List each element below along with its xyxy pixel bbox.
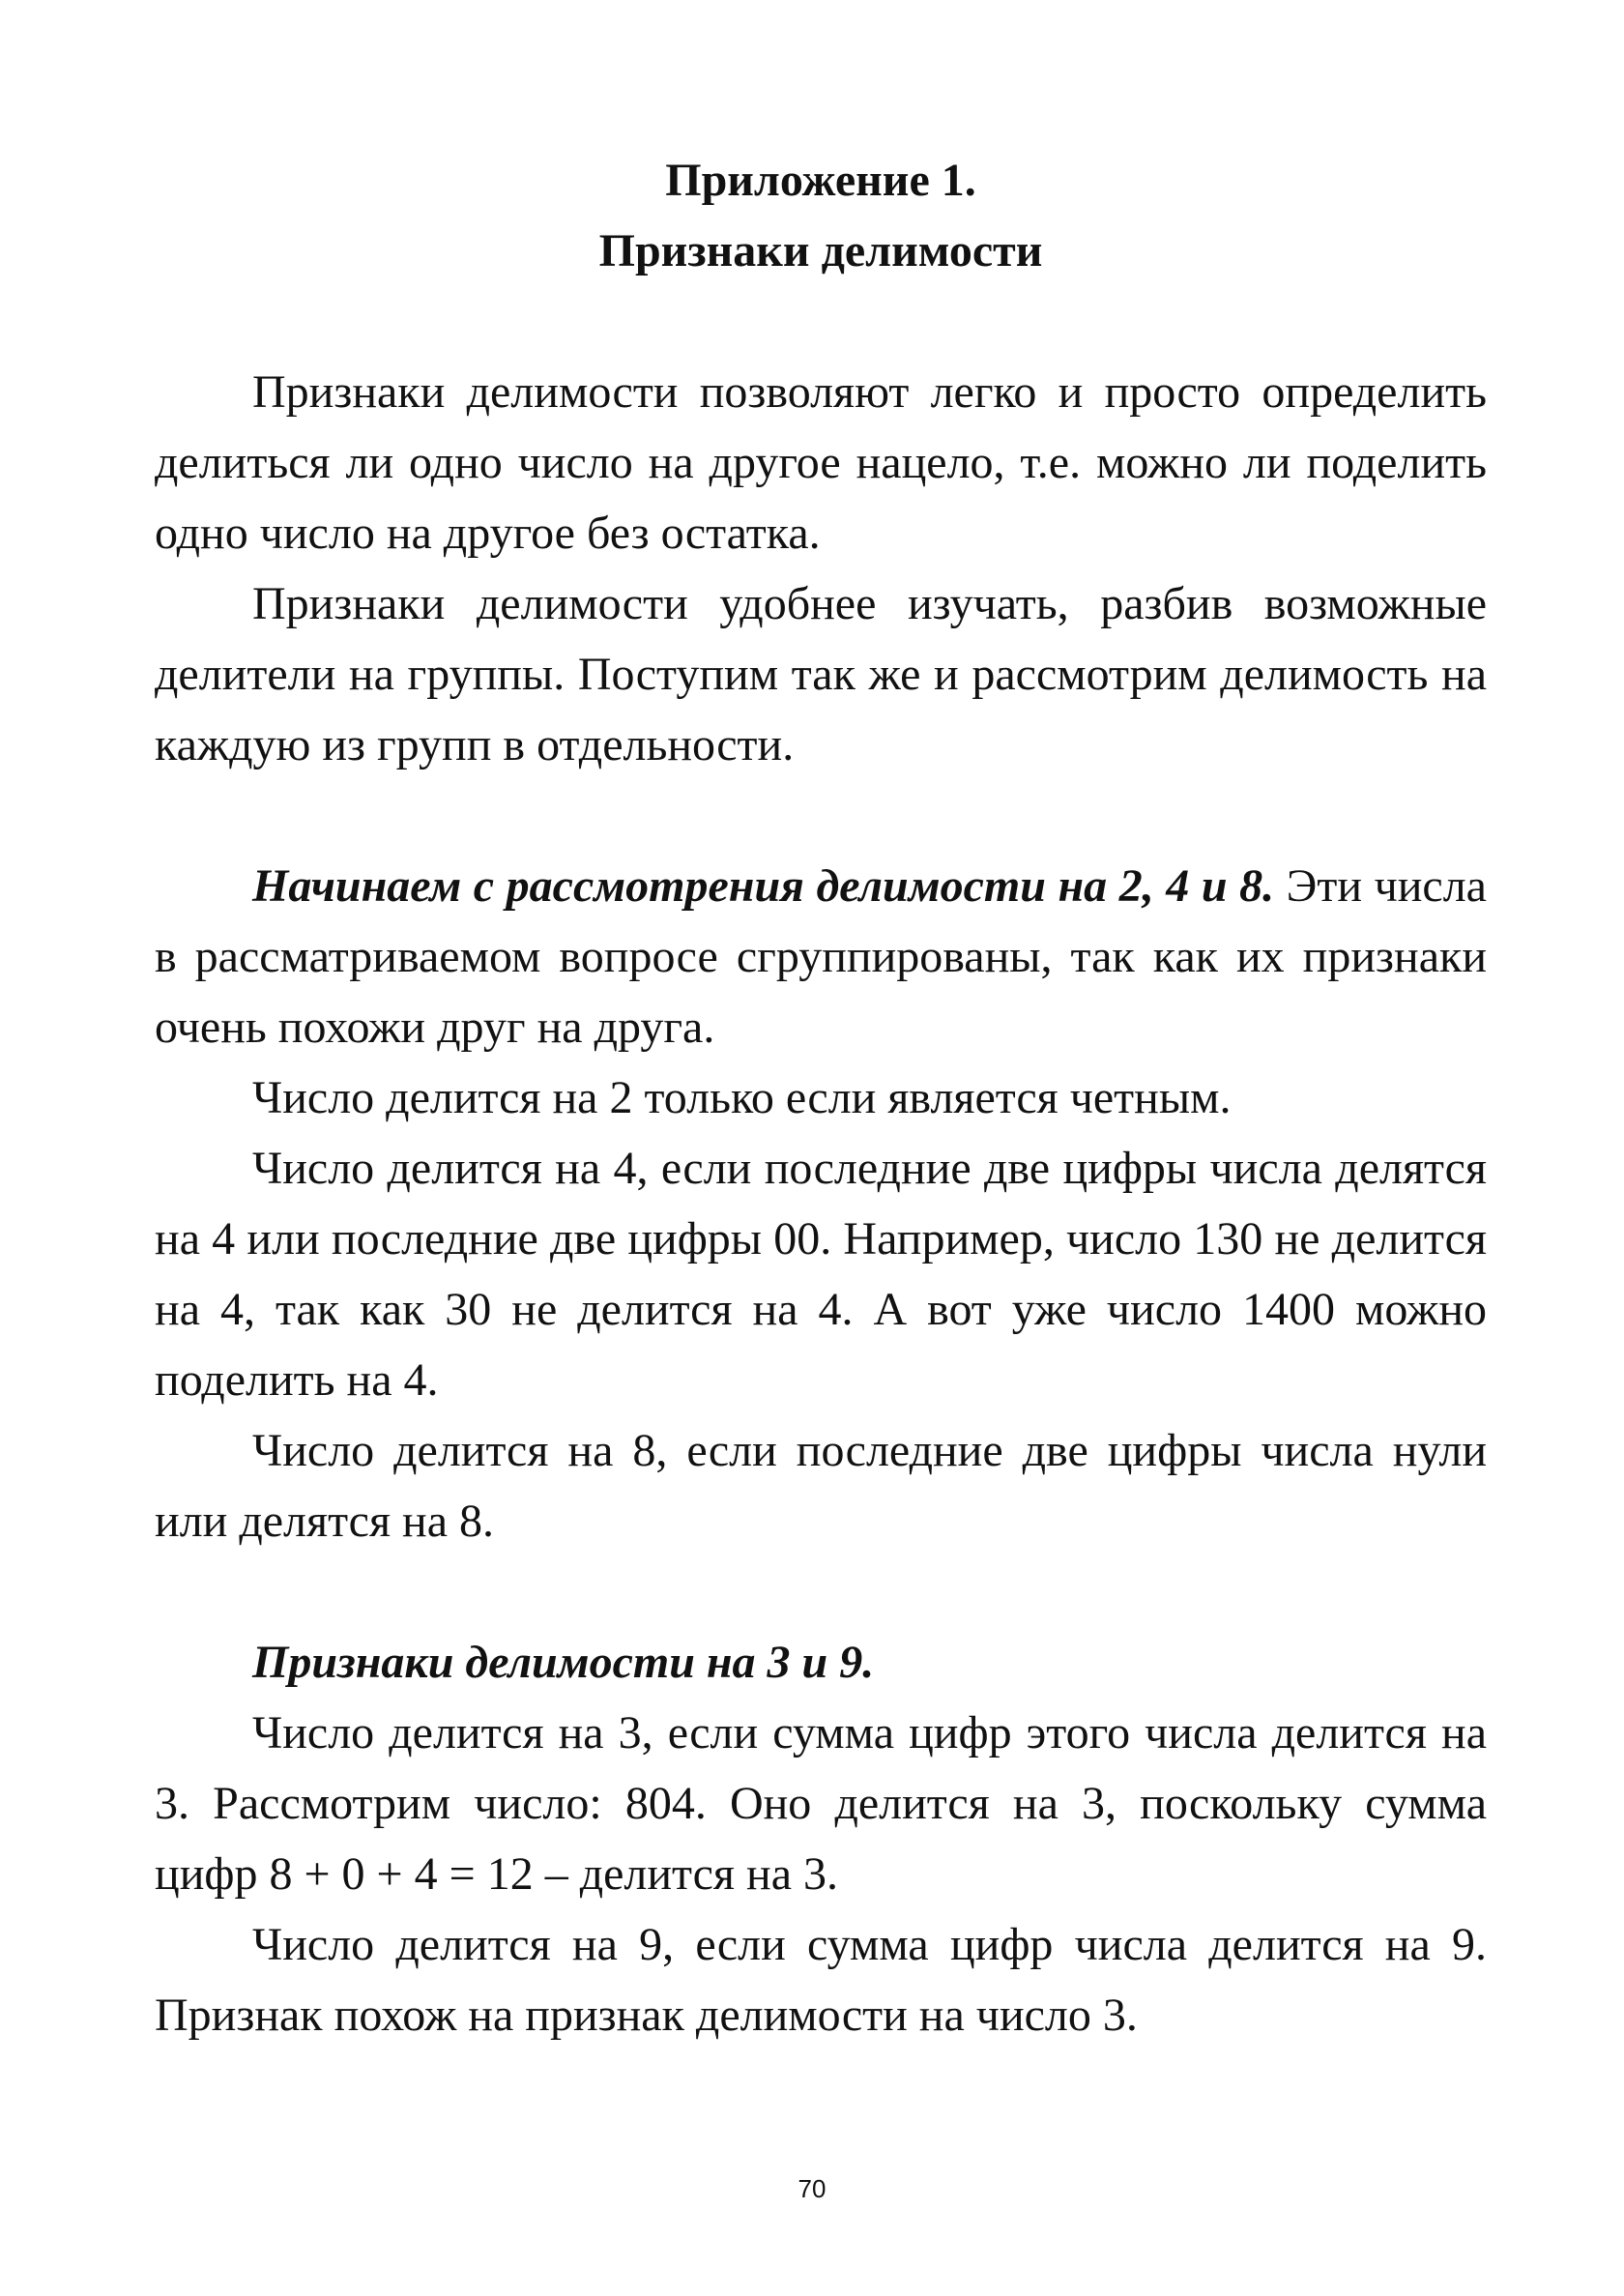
div-8-rule: Число делится на 8, если последние две цифры числа нули или делятся на 8.: [155, 1425, 1487, 1547]
div-9-rule: Число делится на 9, если сумма цифр числа делится на 9. Признак похож на признак делимости на число 3.: [155, 1919, 1487, 2041]
section-title: Признаки делимости: [598, 225, 1043, 276]
div-2-4-8-lead: Начинаем с рассмотрения делимости на 2, 4 и 8.: [252, 860, 1275, 912]
div-3-9-heading-paragraph: [155, 1627, 1487, 1698]
appendix-title: Приложение 1.: [665, 155, 976, 206]
div-3-rule: Число делится на 3, если сумма цифр этого числа делится на 3. Рассмотрим число: 804. Оно делится на 3, поскольку сумма цифр 8 + 0 + 4 = 12 – делится на 3.: [155, 1707, 1487, 1900]
div-2-rule: Число делится на 2 только если является четным.: [252, 1072, 1232, 1123]
intro-paragraph-1: Признаки делимости позволяют легко и просто определить делиться ли одно число на другое нацело, т.е. можно ли поделить одно число на другое без остатка.: [155, 366, 1487, 559]
intro-paragraph-2: Признаки делимости удобнее изучать, разбив возможные делители на группы. Поступим так же и рассмотрим делимость на каждую из групп в отдельности.: [155, 578, 1487, 770]
div-2-4-8-lead-rest: Эти числа в рассматриваемом вопросе сгруппированы, так как их признаки очень похожи друг на друга.: [155, 860, 1487, 1053]
page-number: 70: [798, 2174, 826, 2203]
spacer: [155, 780, 1487, 851]
spacer: [155, 1556, 1487, 1627]
div-2-4-8-intro-paragraph: [155, 851, 1487, 1062]
document-page: [155, 145, 1487, 2050]
div-4-rule: Число делится на 4, если последние две цифры числа делятся на 4 или последние две цифры 00. Например, число 130 не делится на 4, так как 30 не делится на 4. А вот уже число 1400 можно поделить на 4.: [155, 1143, 1487, 1406]
spacer: [155, 286, 1487, 357]
div-3-9-heading: Признаки делимости на 3 и 9.: [252, 1637, 875, 1688]
